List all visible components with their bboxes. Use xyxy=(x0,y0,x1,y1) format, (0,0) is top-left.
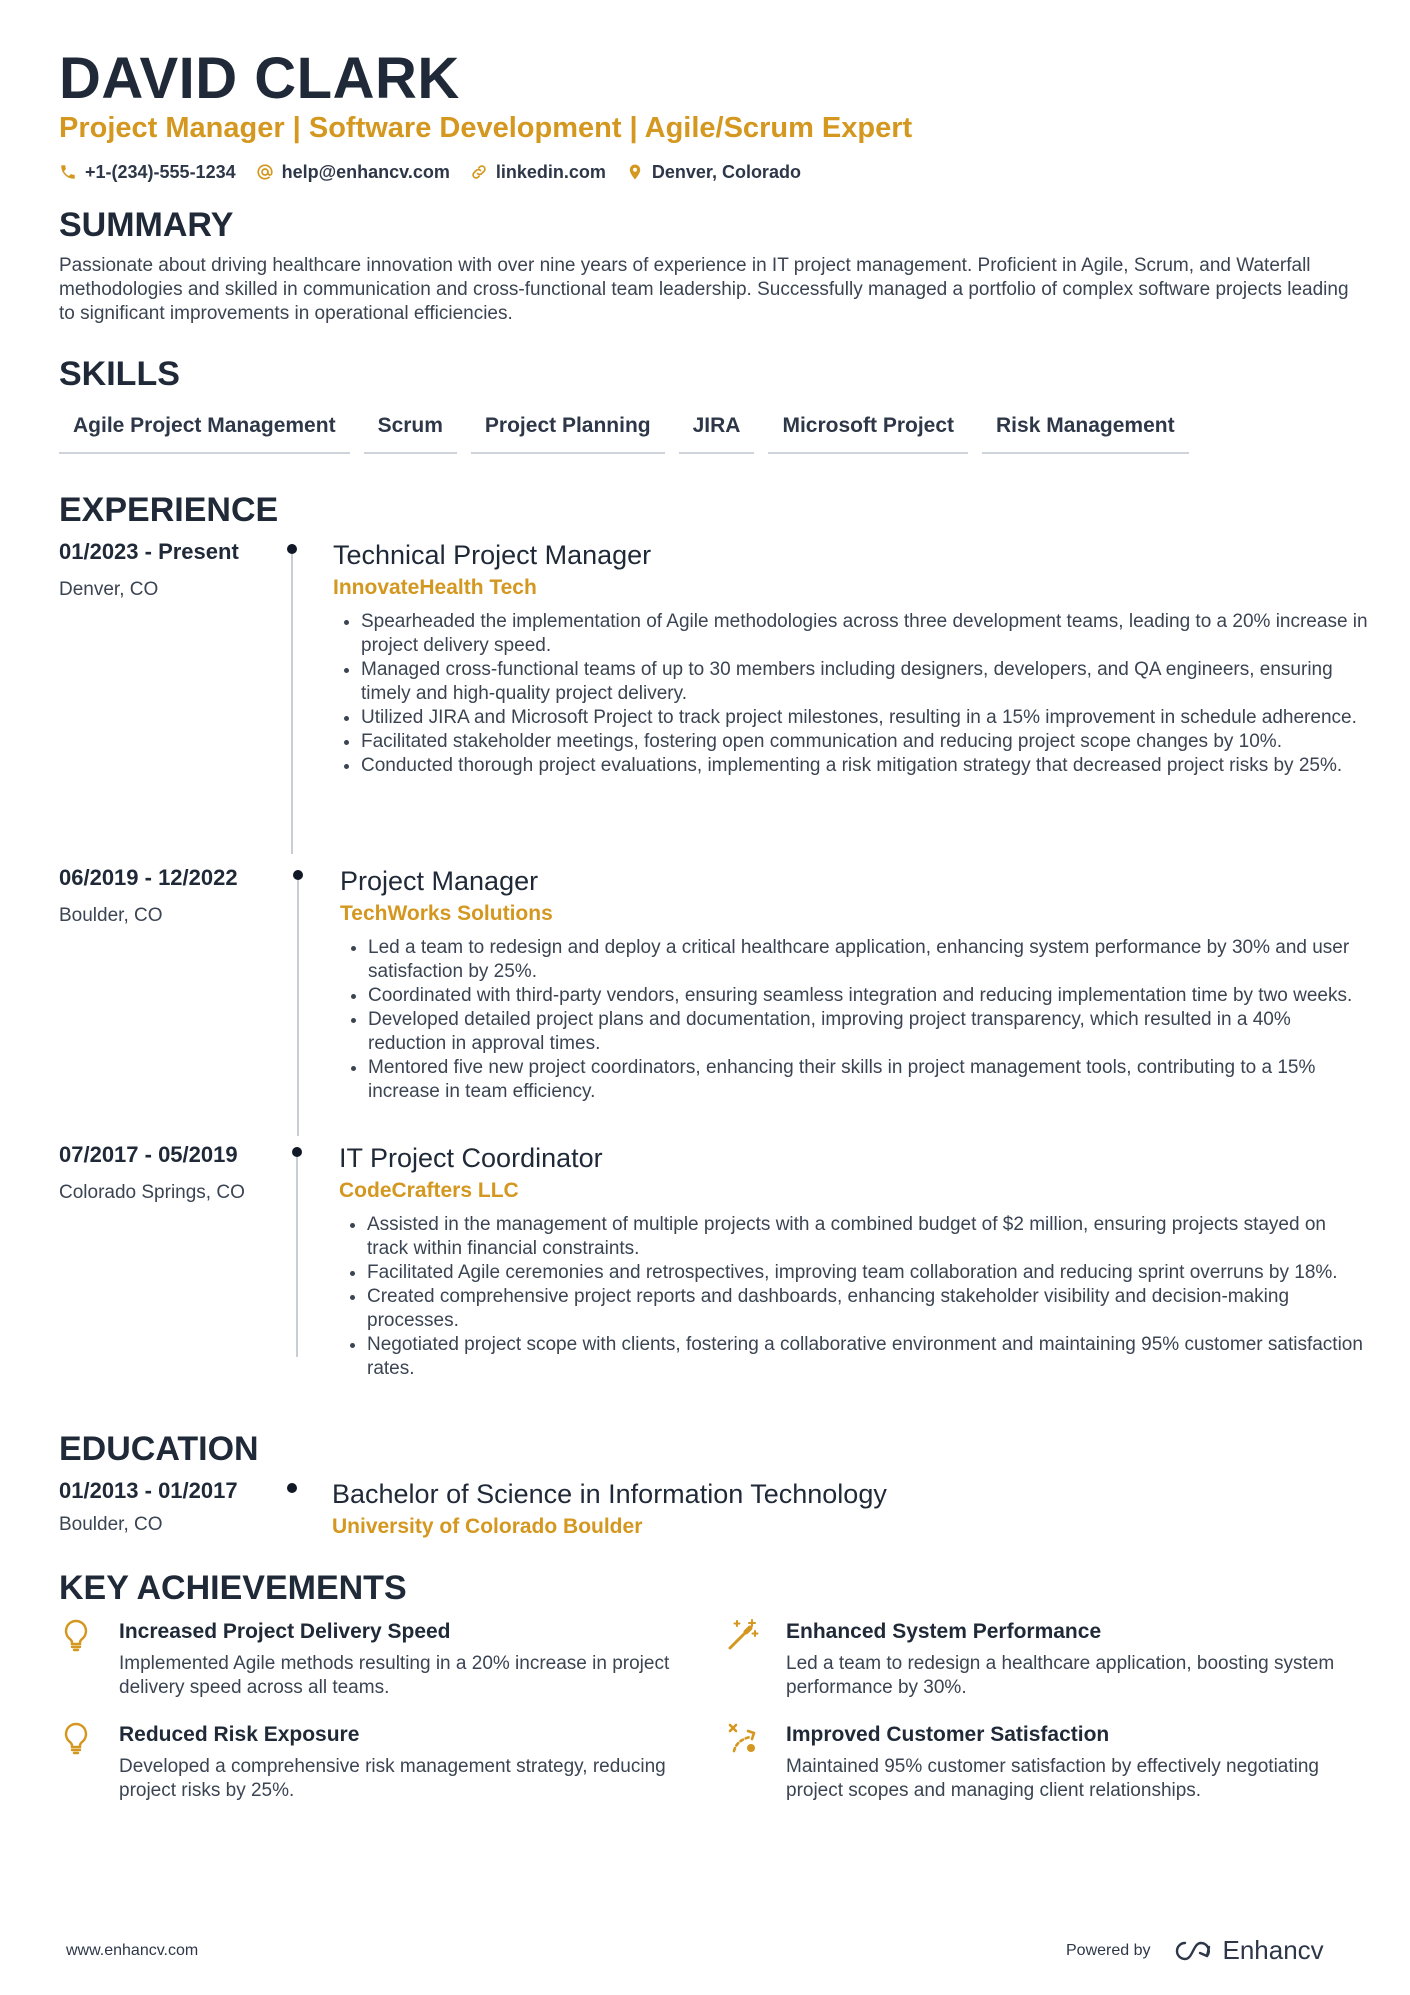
achievement-desc: Maintained 95% customer satisfaction by effectively negotiating project scopes and managing client relationships. xyxy=(786,1756,1320,1801)
achievements-heading: KEY ACHIEVEMENTS xyxy=(59,1569,407,1607)
experience-location: Boulder, CO xyxy=(59,905,163,926)
experience-company: CodeCrafters LLC xyxy=(339,1179,519,1202)
contact-location-text: Denver, Colorado xyxy=(651,162,801,182)
infinity-logo-icon xyxy=(1171,1939,1215,1963)
experience-meta xyxy=(59,1141,279,1205)
experience-dates: 06/2019 - 12/2022 xyxy=(59,865,238,890)
timeline-dot xyxy=(293,870,303,880)
contact-linkedin-text: linkedin.com xyxy=(495,162,606,182)
skill-tag: JIRA xyxy=(679,408,755,454)
summary-text: Passionate about driving healthcare innovation with over nine years of experience in IT project management. Proficient in Agile, Scrum, and Waterfall methodologies and skilled in communication and cross-functional team leadership. Successfully managed a portfolio of complex software projects leading to significant improvements in operational efficiencies. xyxy=(59,255,1349,324)
summary-heading: SUMMARY xyxy=(59,206,234,244)
contact-phone-text: +1-(234)-555-1234 xyxy=(85,162,236,182)
experience-dates: 07/2017 - 05/2019 xyxy=(59,1142,238,1167)
contact-phone[interactable] xyxy=(59,160,236,184)
experience-bullets xyxy=(340,936,1369,1104)
achievement-desc: Implemented Agile methods resulting in a 20% increase in project delivery speed across all teams. xyxy=(119,1653,670,1698)
at-sign-icon xyxy=(256,163,274,181)
education-heading: EDUCATION xyxy=(59,1430,259,1468)
education-school: University of Colorado Boulder xyxy=(332,1515,643,1538)
headline: Project Manager | Software Development | Agile/Scrum Expert xyxy=(59,112,913,144)
contact-email-text: help@enhancv.com xyxy=(281,162,450,182)
magic-wand-icon xyxy=(726,1618,760,1652)
skill-tag: Microsoft Project xyxy=(768,408,968,454)
footer-website[interactable]: www.enhancv.com xyxy=(66,1942,199,1959)
timeline-line xyxy=(297,870,299,1136)
timeline-line xyxy=(296,1147,298,1357)
experience-bullet: • Facilitated Agile ceremonies and retrospectives, improving team collaboration and reducing sprint overruns by 18%. xyxy=(367,1261,1369,1285)
experience-role: Project Manager xyxy=(340,866,539,896)
experience-dates: 01/2023 - Present xyxy=(59,539,239,564)
contact-email[interactable] xyxy=(256,160,450,184)
brand-logo[interactable] xyxy=(1171,1935,1324,1966)
phone-icon xyxy=(59,163,77,181)
map-pin-icon xyxy=(626,163,644,181)
footer-branding xyxy=(1066,1935,1324,1966)
candidate-name: DAVID CLARK xyxy=(59,46,460,111)
education-meta xyxy=(59,1477,279,1537)
experience-role: IT Project Coordinator xyxy=(339,1143,603,1173)
experience-meta xyxy=(59,864,279,928)
experience-bullet: • Facilitated stakeholder meetings, fostering open communication and reducing project scope changes by 10%. xyxy=(361,730,1369,754)
experience-company: TechWorks Solutions xyxy=(340,902,553,925)
experience-bullet: • Managed cross-functional teams of up to 30 members including designers, developers, and QA engineers, ensuring timely and high-quality project delivery. xyxy=(361,658,1369,706)
brand-name: Enhancv xyxy=(1222,1935,1324,1965)
link-icon xyxy=(470,163,488,181)
experience-details xyxy=(339,1141,1369,1381)
experience-location: Denver, CO xyxy=(59,579,159,600)
skills-list xyxy=(59,408,1189,454)
contact-location xyxy=(626,160,801,184)
lightbulb-icon xyxy=(59,1721,93,1755)
timeline-line xyxy=(291,544,293,854)
experience-role: Technical Project Manager xyxy=(333,540,652,570)
experience-bullet: • Developed detailed project plans and documentation, improving project transparency, which resulted in a 40% reduction in approval times. xyxy=(368,1008,1369,1056)
powered-by-label: Powered by xyxy=(1066,1941,1151,1959)
education-location: Boulder, CO xyxy=(59,1514,163,1535)
skill-tag: Risk Management xyxy=(982,408,1189,454)
skill-tag: Scrum xyxy=(364,408,457,454)
lightbulb-icon xyxy=(59,1618,93,1652)
experience-bullets xyxy=(339,1213,1369,1381)
contact-linkedin[interactable] xyxy=(470,160,606,184)
experience-company: InnovateHealth Tech xyxy=(333,576,537,599)
experience-bullet: • Utilized JIRA and Microsoft Project to track project milestones, resulting in a 15% improvement in schedule adherence. xyxy=(361,706,1369,730)
timeline-dot xyxy=(287,544,297,554)
achievement-desc: Led a team to redesign a healthcare application, boosting system performance by 30%. xyxy=(786,1653,1335,1698)
experience-bullet: • Spearheaded the implementation of Agile methodologies across three development teams, leading to a 20% increase in project delivery speed. xyxy=(361,610,1369,658)
achievement-title: Enhanced System Performance xyxy=(786,1620,1102,1643)
experience-location: Colorado Springs, CO xyxy=(59,1182,245,1203)
achievement-title: Improved Customer Satisfaction xyxy=(786,1723,1110,1746)
timeline-dot xyxy=(287,1483,297,1493)
skill-tag: Agile Project Management xyxy=(59,408,350,454)
experience-bullet: • Negotiated project scope with clients, fostering a collaborative environment and maintaining 95% customer satisfaction rates. xyxy=(367,1333,1369,1381)
experience-meta xyxy=(59,538,279,602)
contact-bar xyxy=(59,160,801,184)
experience-bullet: • Led a team to redesign and deploy a critical healthcare application, enhancing system performance by 30% and user satisfaction by 25%. xyxy=(368,936,1369,984)
experience-heading: EXPERIENCE xyxy=(59,491,279,529)
skills-heading: SKILLS xyxy=(59,355,180,393)
experience-bullet: • Conducted thorough project evaluations, implementing a risk mitigation strategy that decreased project risks by 25%. xyxy=(361,754,1369,778)
education-degree: Bachelor of Science in Information Technology xyxy=(332,1479,887,1509)
timeline-dot xyxy=(292,1147,302,1157)
experience-details xyxy=(333,538,1369,778)
achievement-desc: Developed a comprehensive risk management strategy, reducing project risks by 25%. xyxy=(119,1756,666,1801)
experience-details xyxy=(340,864,1369,1104)
strategy-icon xyxy=(726,1721,760,1755)
experience-bullets xyxy=(333,610,1369,778)
education-dates: 01/2013 - 01/2017 xyxy=(59,1478,238,1503)
education-details xyxy=(332,1477,1369,1541)
experience-bullet: • Created comprehensive project reports and dashboards, enhancing stakeholder visibility and decision-making processes. xyxy=(367,1285,1369,1333)
achievement-title: Increased Project Delivery Speed xyxy=(119,1620,451,1643)
experience-bullet: • Mentored five new project coordinators, enhancing their skills in project management tools, contributing to a 15% increase in team efficiency. xyxy=(368,1056,1369,1104)
experience-bullet: • Coordinated with third-party vendors, ensuring seamless integration and reducing implementation time by two weeks. xyxy=(368,984,1369,1008)
experience-bullet: • Assisted in the management of multiple projects with a combined budget of $2 million, ensuring projects stayed on track within financial constraints. xyxy=(367,1213,1369,1261)
skill-tag: Project Planning xyxy=(471,408,665,454)
achievement-title: Reduced Risk Exposure xyxy=(119,1723,360,1746)
